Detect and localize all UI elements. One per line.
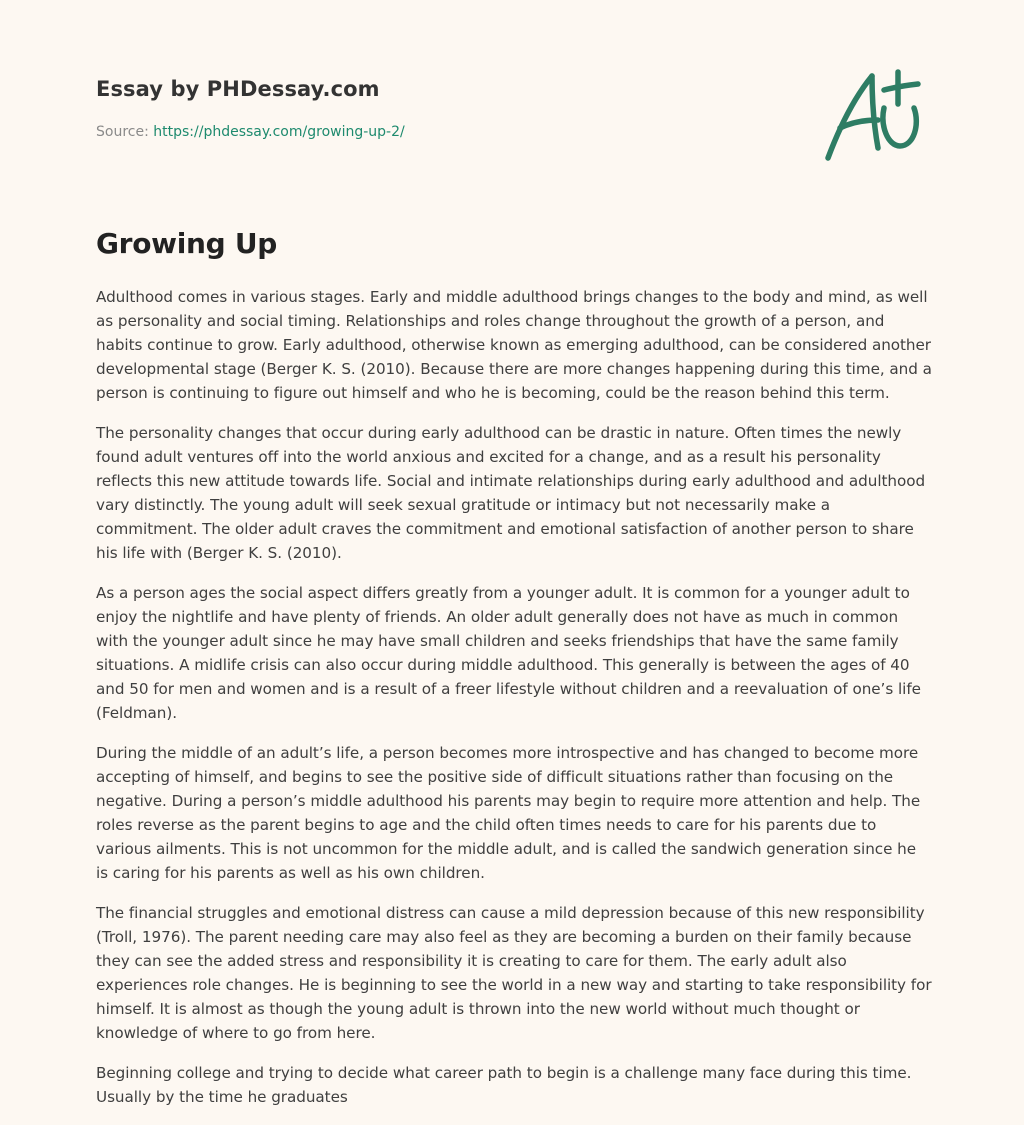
essay-paragraph: The financial struggles and emotional distress can cause a mild depression because of this new responsibility (Troll, 1976). The parent needing care may also feel as they are becoming a burden on their family because they can see the added stress and responsibility it is creating to care for them. The early adult also experiences role changes. He is beginning to see the world in a new way and starting to take responsibility for himself. It is almost as though the young adult is thrown into the new world without much thought or knowledge of where to go from here. [96,904,932,1042]
essay-paragraph: Beginning college and trying to decide what career path to begin is a challenge many face during this time. Usually by the time he graduates [96,1064,912,1106]
essay-body [96,285,932,1125]
essay-paragraph: During the middle of an adult’s life, a person becomes more introspective and has changed to become more accepting of himself, and begins to see the positive side of difficult situations rather than focusing on the negative. During a person’s middle adulthood his parents may begin to require more attention and help. The roles reverse as the parent begins to age and the child often times needs to care for his parents due to various ailments. This is not uncommon for the middle adult, and is called the sandwich generation since he is caring for his parents as well as his own children. [96,744,921,882]
essay-paragraph: As a person ages the social aspect differs greatly from a younger adult. It is common for a younger adult to enjoy the nightlife and have plenty of friends. An older adult generally does not have as much in common with the younger adult since he may have small children and seeks friendships that have the same family situations. A midlife crisis can also occur during middle adulthood. This generally is between the ages of 40 and 50 for men and women and is a result of a freer lifestyle without children and a reevaluation of one’s life (Feldman). [96,584,921,722]
essay-paragraph: Adulthood comes in various stages. Early and middle adulthood brings changes to the body and mind, as well as personality and social timing. Relationships and roles change throughout the growth of a person, and habits continue to grow. Early adulthood, otherwise known as emerging adulthood, can be considered another developmental stage (Berger K. S. (2010). Because there are more changes happening during this time, and a person is continuing to figure out himself and who he is becoming, could be the reason behind this term. [96,288,932,402]
source-line [96,122,796,142]
site-brand: Essay by PHDessay.com [96,77,380,101]
a-plus-grade-icon [818,64,930,168]
essay-paragraph: The personality changes that occur during early adulthood can be drastic in nature. Often times the newly found adult ventures off into the world anxious and excited for a change, and as a result his personality reflects this new attitude towards life. Social and intimate relationships during early adulthood and adulthood vary distinctly. The young adult will seek sexual gratitude or intimacy but not necessarily make a commitment. The older adult craves the commitment and emotional satisfaction of another person to share his life with (Berger K. S. (2010). [96,424,926,562]
page-header [96,74,796,142]
source-label: Source: [96,124,149,140]
essay-title: Growing Up [96,227,277,260]
source-link[interactable]: https://phdessay.com/growing-up-2/ [153,124,405,140]
